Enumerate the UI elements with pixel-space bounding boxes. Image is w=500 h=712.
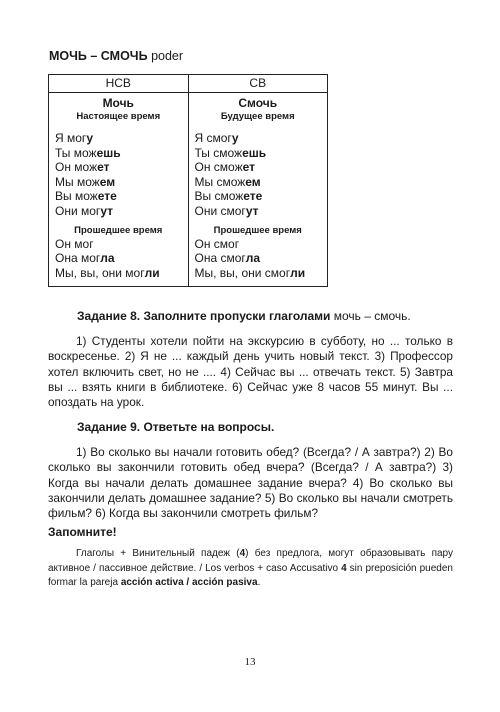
note-period: . [257,577,261,588]
conjugation-form-row [195,160,328,175]
past-form-row [55,266,188,281]
verb-ending: ла [245,251,261,266]
verb-ending: ла [100,251,115,266]
header-perfective: СВ [188,75,328,93]
note-part3: sin preposición pueden formar la pareja [48,562,453,588]
remember-heading: Запомните! [48,525,117,539]
conjugation-form-row [55,146,188,161]
verb-stem: Она мог [55,251,101,266]
conjugation-form-row [55,189,188,204]
verb-stem: Она смог [194,251,246,266]
task8-title-bold: Задание 8. Заполните пропуски глаголами [77,309,331,323]
tense-label-past-perfective: Прошедшее время [213,224,302,236]
conjugation-form-row [195,131,328,146]
task8-text: 1) Студенты хотели пойти на экскурсию в субботу, но ... только в воскресенье. 2) Я не ... каждый день учить новый текст. 3) Профессор хотел включить свет, но не .... 4) Сейчас вы ... отвечать текст. 5) Завтра вы ... взять книги в библиотеке. 6) Сейчас уже 8 часов 55 минут. Вы ... опоздать на урок. [48,334,453,410]
verb-stem: Они мог [55,203,101,218]
conjugation-form-row [195,204,328,219]
verb-ending: у [231,131,239,145]
tense-label-past-imperfective: Прошедшее время [74,224,163,236]
infinitive-imperfective: Мочь [102,96,134,110]
tense-label-present: Настоящее время [76,111,161,122]
conjugation-form-row [55,160,188,175]
past-form-row [195,237,328,252]
remember-note [48,547,453,591]
future-forms-list [189,131,328,219]
verb-stem: Я мог [55,131,87,145]
past-forms-list-perfective [189,237,328,281]
past-form-row [55,251,188,266]
present-forms-list [49,131,188,219]
conjugation-form-row [195,189,328,204]
verb-ending: ли [144,265,160,280]
task8-title [77,309,411,323]
note-part2: ) без предлога, могут образовывать пару активное / пассивное действие. / Los verbos + caso Accusativo [48,548,453,574]
conjugation-form-row [195,146,328,161]
conjugation-form-row [55,131,188,146]
past-form-row [195,266,328,281]
verb-stem: Он мож [55,160,98,175]
verb-stem: Он смог [194,236,240,251]
verb-stem: Вы мож [55,189,98,204]
verb-stem: Я смог [194,131,232,145]
verb-ending: ет [242,160,256,175]
heading-translation: poder [151,49,184,63]
verb-stem: Мы, вы, они смог [194,265,291,280]
page-number: 13 [244,656,256,668]
task9-title-bold: Задание 9. Ответьте на вопросы. [77,420,275,434]
past-form-row [195,251,328,266]
verb-stem: Мы мож [55,174,100,189]
verb-ending: ем [245,174,261,189]
header-imperfective: НСВ [49,75,189,93]
verb-stem: Ты смож [194,145,243,160]
heading-verbs: МОЧЬ – СМОЧЬ [49,49,148,63]
verb-stem: Ты мож [55,145,97,160]
column-imperfective [49,93,189,287]
verb-ending: ешь [242,145,267,160]
verb-stem: Он смож [194,160,243,175]
conjugation-form-row [55,175,188,190]
task8-title-verbs: мочь – смочь. [330,309,411,323]
past-form-row [55,237,188,252]
section-heading [49,49,183,63]
verb-ending: ли [290,265,306,280]
infinitive-perfective: Смочь [238,96,278,110]
verb-stem: Мы смож [194,174,246,189]
task9-text: 1) Во сколько вы начали готовить обед? (Всегда? / А завтра?) 2) Во сколько вы закончили готовить обед вчера? (Всегда? / А завтра?) 3) Когда вы начали делать домашнее задание вчера? 4) Во сколько вы закончили делать домашнее задание? 5) Во сколько вы начали смотреть фильм? 6) Когда вы закончили смотреть фильм? [48,445,453,521]
verb-stem: Мы, вы, они мог [55,265,145,280]
verb-ending: ешь [96,145,121,160]
note-bold-pair: acción activa / acción pasiva [120,577,258,588]
task9-title [77,420,274,434]
verb-ending: ут [100,203,114,218]
conjugation-form-row [55,204,188,219]
conjugation-table [48,74,328,287]
verb-stem: Он мог [55,236,94,251]
verb-ending: у [86,131,93,145]
verb-ending: ете [243,189,263,204]
note-part1: Глаголы + Винительный падеж ( [76,548,240,559]
verb-stem: Они смог [194,203,246,218]
conjugation-form-row [195,175,328,190]
note-case-number-1: 4 [239,548,246,559]
column-perfective [188,93,328,287]
note-case-number-2: 4 [341,562,347,574]
past-forms-list-imperfective [49,237,188,281]
verb-ending: ете [97,189,117,204]
verb-ending: ем [99,174,116,189]
verb-ending: ет [97,160,110,175]
verb-stem: Вы смож [194,189,244,204]
verb-ending: ут [245,203,259,218]
tense-label-future: Будущее время [220,111,295,122]
